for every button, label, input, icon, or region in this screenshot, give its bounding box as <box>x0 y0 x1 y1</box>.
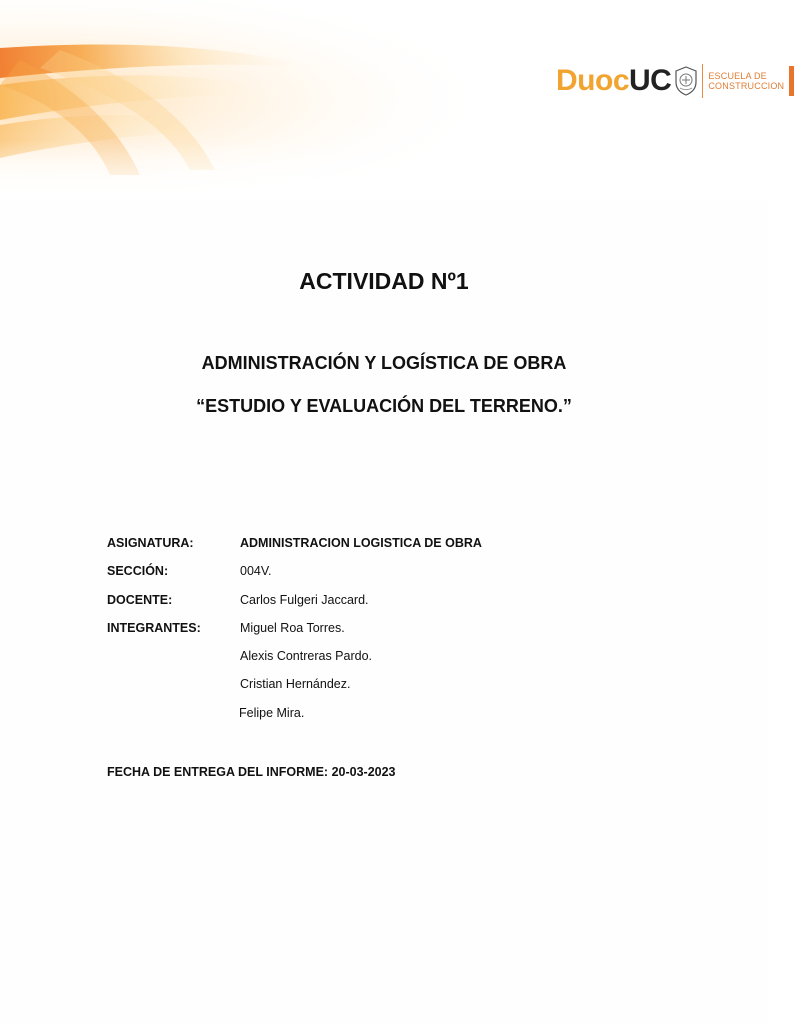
delivery-date: 20-03-2023 <box>331 765 396 779</box>
logo-brand-duoc: Duoc <box>556 64 629 97</box>
logo-brand-uc: UC <box>629 64 672 97</box>
logo-accent-bar <box>789 66 794 96</box>
section-label: SECCIÓN: <box>107 564 169 579</box>
teacher-value: Carlos Fulgeri Jaccard. <box>240 592 369 607</box>
delivery-date-line <box>107 765 396 779</box>
section-value: 004V. <box>240 564 272 579</box>
subject-label: ASIGNATURA: <box>107 536 194 550</box>
delivery-label: FECHA DE ENTREGA DEL INFORME: <box>107 765 329 779</box>
member-name: Cristian Hernández. <box>240 677 351 692</box>
member-name: Miguel Roa Torres. <box>240 620 345 635</box>
document-subtitle-course: ADMINISTRACIÓN Y LOGÍSTICA DE OBRA <box>201 353 567 373</box>
logo-school-name <box>708 71 784 91</box>
teacher-label: DOCENTE: <box>107 592 173 607</box>
document-subtitle-topic: “ESTUDIO Y EVALUACIÓN DEL TERRENO.” <box>196 396 572 416</box>
university-seal-icon <box>674 66 698 96</box>
document-title: ACTIVIDAD Nº1 <box>299 268 469 294</box>
logo-school-line1: ESCUELA DE <box>708 71 767 81</box>
member-name: Alexis Contreras Pardo. <box>240 649 373 664</box>
members-label: INTEGRANTES: <box>107 620 201 635</box>
logo-divider <box>702 64 703 98</box>
logo-school-line2: CONSTRUCCION <box>708 81 785 91</box>
duoc-uc-logo <box>556 60 794 102</box>
subject-value: ADMINISTRACION LOGISTICA DE OBRA <box>240 536 482 550</box>
member-name: Felipe Mira. <box>239 705 305 720</box>
